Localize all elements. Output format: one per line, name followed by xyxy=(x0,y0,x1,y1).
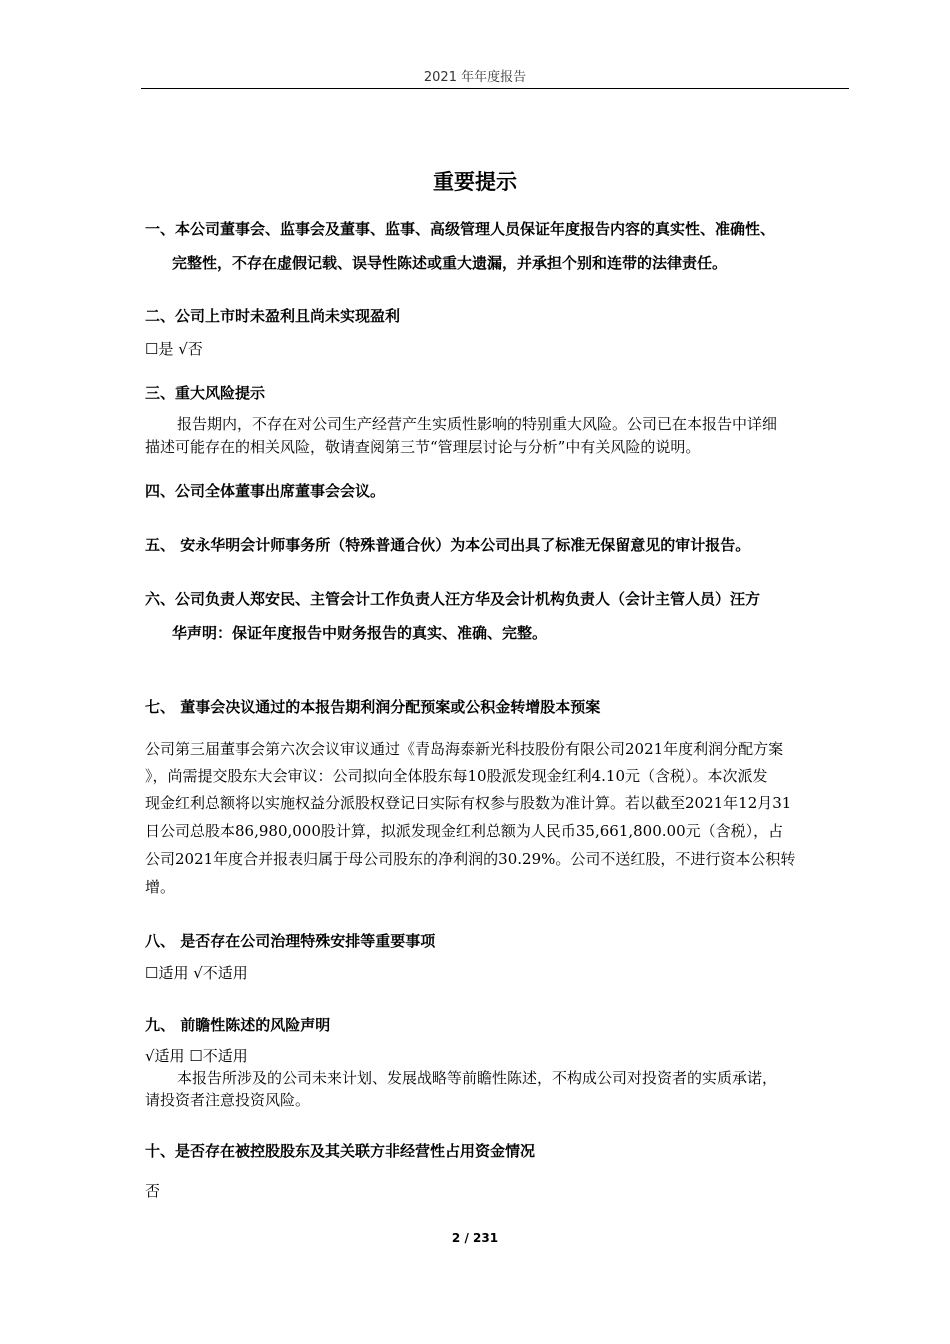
section-6-line-2: 华声明：保证年度报告中财务报告的真实、准确、完整。 xyxy=(172,624,548,642)
section-6-line-1: 六、公司负责人郑安民、主管会计工作负责人汪方华及会计机构负责人（会计主管人员）汪方 xyxy=(145,590,761,608)
section-7-line-5: 公司2021年度合并报表归属于母公司股东的净利润的30.29%。公司不送红股，不进行资本公积转 xyxy=(145,850,796,868)
section-1-line-1: 一、本公司董事会、监事会及董事、监事、高级管理人员保证年度报告内容的真实性、准确性、 xyxy=(145,220,776,238)
section-7-line-3: 现金红利总额将以实施权益分派股权登记日实际有权参与股数为准计算。若以截至2021年12月31 xyxy=(145,794,792,812)
section-2-heading: 二、公司上市时未盈利且尚未实现盈利 xyxy=(145,307,401,325)
section-8-heading: 八、 是否存在公司治理特殊安排等重要事项 xyxy=(145,932,436,950)
section-5-heading: 五、 安永华明会计师事务所（特殊普通合伙）为本公司出具了标准无保留意见的审计报告。 xyxy=(145,536,751,554)
section-9-line-1: 本报告所涉及的公司未来计划、发展战略等前瞻性陈述，不构成公司对投资者的实质承诺， xyxy=(177,1069,778,1087)
running-header: 2021 年年度报告 xyxy=(423,70,527,85)
section-4-heading: 四、公司全体董事出席董事会会议。 xyxy=(145,482,386,500)
section-9-line-2: 请投资者注意投资风险。 xyxy=(145,1091,311,1109)
page-number: 2 / 231 xyxy=(451,1231,499,1245)
section-2-options: ☐是 √否 xyxy=(145,340,203,358)
section-9-heading: 九、 前瞻性陈述的风险声明 xyxy=(145,1016,331,1034)
header-rule xyxy=(141,88,849,89)
section-3-line-2: 描述可能存在的相关风险，敬请查阅第三节“管理层讨论与分析”中有关风险的说明。 xyxy=(145,438,701,456)
section-10-answer: 否 xyxy=(145,1182,161,1200)
section-7-line-1: 公司第三届董事会第六次会议审议通过《青岛海泰新光科技股份有限公司2021年度利润分配方案 xyxy=(145,740,784,758)
section-7-line-4: 日公司总股本86,980,000股计算，拟派发现金红利总额为人民币35,661,800.00元（含税），占 xyxy=(145,822,784,840)
section-9-options: √适用 ☐不适用 xyxy=(145,1047,248,1065)
page-title: 重要提示 xyxy=(433,170,517,194)
section-8-options: ☐适用 √不适用 xyxy=(145,964,248,982)
section-3-heading: 三、重大风险提示 xyxy=(145,384,266,402)
section-3-line-1: 报告期内，不存在对公司生产经营产生实质性影响的特别重大风险。公司已在本报告中详细 xyxy=(177,415,778,433)
section-7-line-6: 增。 xyxy=(145,878,176,896)
section-1-line-2: 完整性，不存在虚假记载、误导性陈述或重大遗漏，并承担个别和连带的法律责任。 xyxy=(172,254,728,272)
section-7-heading: 七、 董事会决议通过的本报告期利润分配预案或公积金转增股本预案 xyxy=(145,698,601,716)
section-10-heading: 十、是否存在被控股股东及其关联方非经营性占用资金情况 xyxy=(145,1142,536,1160)
section-7-line-2: 》，尚需提交股东大会审议：公司拟向全体股东每10股派发现金红利4.10元（含税）。本次派发 xyxy=(145,767,768,785)
